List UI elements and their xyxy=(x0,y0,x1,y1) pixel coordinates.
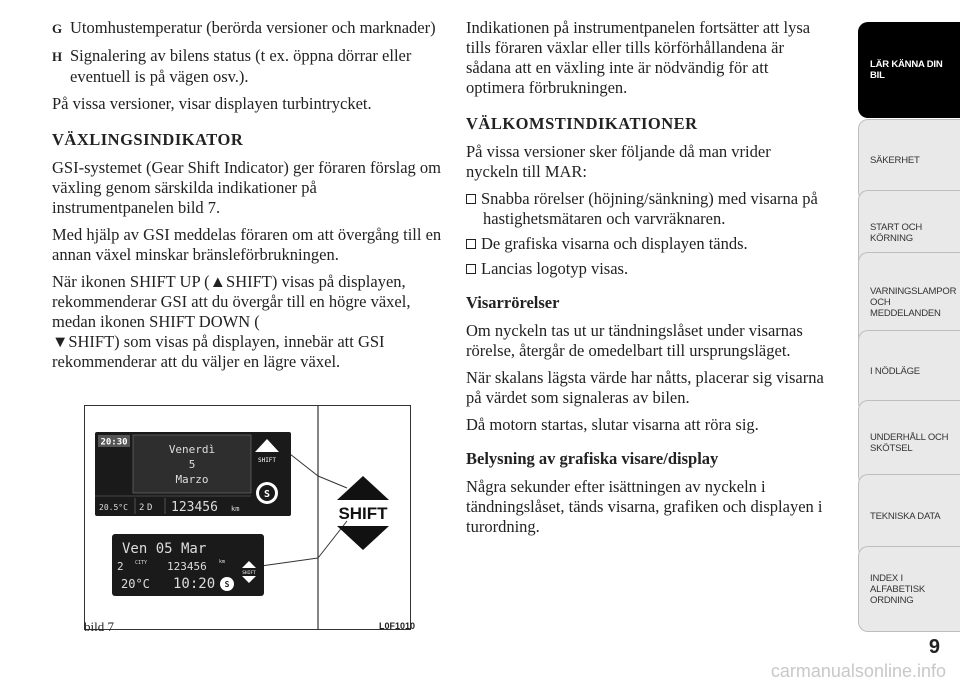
list-item-h: H Signalering av bilens status (t ex. öppna dörrar eller eventuell is på vägen osv.). xyxy=(52,46,412,86)
shift-up-icon: ▲ xyxy=(209,272,227,291)
d1-odometer-unit: km xyxy=(231,505,240,513)
paragraph-turbo: På vissa versioner, visar displayen turbintrycket. xyxy=(52,94,372,113)
heading-valkomst: VÄLKOMSTINDIKATIONER xyxy=(466,114,698,133)
paragraph-skala: När skalans lägsta värde har nåtts, placerar sig visarna på värdet som signaleras av bilen. xyxy=(466,368,824,407)
d2-odometer-unit: km xyxy=(219,559,226,565)
tab-i-nodlage[interactable]: I NÖDLÄGE xyxy=(858,330,960,413)
d2-temp: 20°C xyxy=(121,577,150,591)
paragraph-motor: Då motorn startas, slutar visarna att röra sig. xyxy=(466,415,759,434)
figure-bild-7 xyxy=(84,405,411,630)
tab-underhall[interactable]: UNDERHÅLL OCH SKÖTSEL xyxy=(858,400,960,486)
d1-odometer: 123456 xyxy=(171,500,218,515)
paragraph-shift: När ikonen SHIFT UP (▲SHIFT) visas på displayen, rekommenderar GSI att du övergår till en högre växel, medan ikonen SHIFT DOWN ( ▼SHIFT) som visas på displayen, innebär att GSI rekommenderar att du väljer en lägre växel. xyxy=(52,272,411,371)
d1-shift-label: SHIFT xyxy=(257,457,277,464)
d1-s-icon: S xyxy=(263,489,271,500)
display-2 xyxy=(112,534,264,596)
d2-shift-label: SHIFT xyxy=(242,571,256,576)
page-number: 9 xyxy=(928,636,940,658)
big-down-arrow xyxy=(337,526,389,550)
d2-city: CITY xyxy=(135,560,148,566)
subheading-visarrorelser: Visarrörelser xyxy=(466,293,560,312)
d2-s-icon: S xyxy=(224,580,230,589)
subheading-belysning: Belysning av grafiska visare/display xyxy=(466,449,719,468)
tab-index[interactable]: INDEX I ALFABETISK ORDNING xyxy=(858,546,960,632)
d1-time: 20:30 xyxy=(100,437,128,448)
figure-caption: bild 7 xyxy=(84,619,114,634)
d2-date: Ven 05 Mar xyxy=(122,541,207,557)
d1-gear: 2 xyxy=(139,503,145,513)
list-item-g: G Utomhustemperatur (berörda versioner och marknader) xyxy=(52,18,436,37)
paragraph-sekunder: Några sekunder efter isättningen av nyckeln i tändningslåset, tänds visarna, grafiken och displayen i turordning. xyxy=(466,477,823,536)
paragraph-gsi: GSI-systemet (Gear Shift Indicator) ger föraren förslag om växling genom särskilda indikationer på instrumentpanelen bild 7. xyxy=(52,158,441,217)
checkbox-bullet-icon xyxy=(466,239,476,249)
left-column xyxy=(52,18,442,379)
big-shift-label: SHIFT xyxy=(338,504,388,523)
list-item: Snabba rörelser (höjning/sänkning) med visarna på hastighetsmätaren och varvräknaren. xyxy=(466,189,826,229)
tab-varningslampor[interactable]: VARNINGSLAMPOR OCH MEDDELANDEN xyxy=(858,252,960,353)
tab-start-och-korning[interactable]: START OCH KÖRNING xyxy=(858,190,960,276)
checkbox-bullet-icon xyxy=(466,194,476,204)
display-1 xyxy=(95,432,291,516)
list-item: De grafiska visarna och displayen tänds. xyxy=(466,234,826,254)
checkbox-bullet-icon xyxy=(466,264,476,274)
d1-month: Marzo xyxy=(175,473,209,486)
heading-vaxlingsindikator: VÄXLINGSINDIKATOR xyxy=(52,130,244,149)
d1-temp: 20.5°C xyxy=(99,503,128,512)
list-item: Lancias logotyp visas. xyxy=(466,259,826,279)
figure-code: L0F1010 xyxy=(379,621,416,631)
paragraph-indikation: Indikationen på instrumentpanelen fortsätter att lysa tills föraren växlar eller tills körförhållandena är sådana att en växling inte är nödvändig för att optimera förbrukningen. xyxy=(466,18,811,97)
d2-time: 10:20 xyxy=(173,576,216,592)
tab-tekniska-data[interactable]: TEKNISKA DATA xyxy=(858,474,960,558)
tab-lar-kanna-din-bil[interactable]: LÄR KÄNNA DIN BIL xyxy=(858,22,960,118)
d2-gear: 2 xyxy=(117,560,124,573)
shift-down-icon: ▼ xyxy=(52,332,69,351)
d2-odometer: 123456 xyxy=(167,560,207,573)
paragraph-mar: På vissa versioner sker följande då man vrider nyckeln till MAR: xyxy=(466,142,771,181)
paragraph-nyckel: Om nyckeln tas ut ur tändningslåset under visarnas rörelse, återgår de omedelbart till ursprungsläget. xyxy=(466,321,803,360)
watermark: carmanualsonline.info xyxy=(770,661,946,681)
paragraph-gsi-fuel: Med hjälp av GSI meddelas föraren om att övergång till en annan växel minskar bränsleförbrukningen. xyxy=(52,225,442,264)
big-up-arrow xyxy=(337,476,389,500)
d1-day: Venerdì xyxy=(168,443,216,456)
d1-date: 5 xyxy=(188,458,196,471)
tab-sakerhet[interactable]: SÄKERHET xyxy=(858,119,960,202)
instrument-display-illustration xyxy=(85,406,410,629)
d1-gear-icon: D xyxy=(147,503,153,513)
right-column xyxy=(466,18,826,544)
